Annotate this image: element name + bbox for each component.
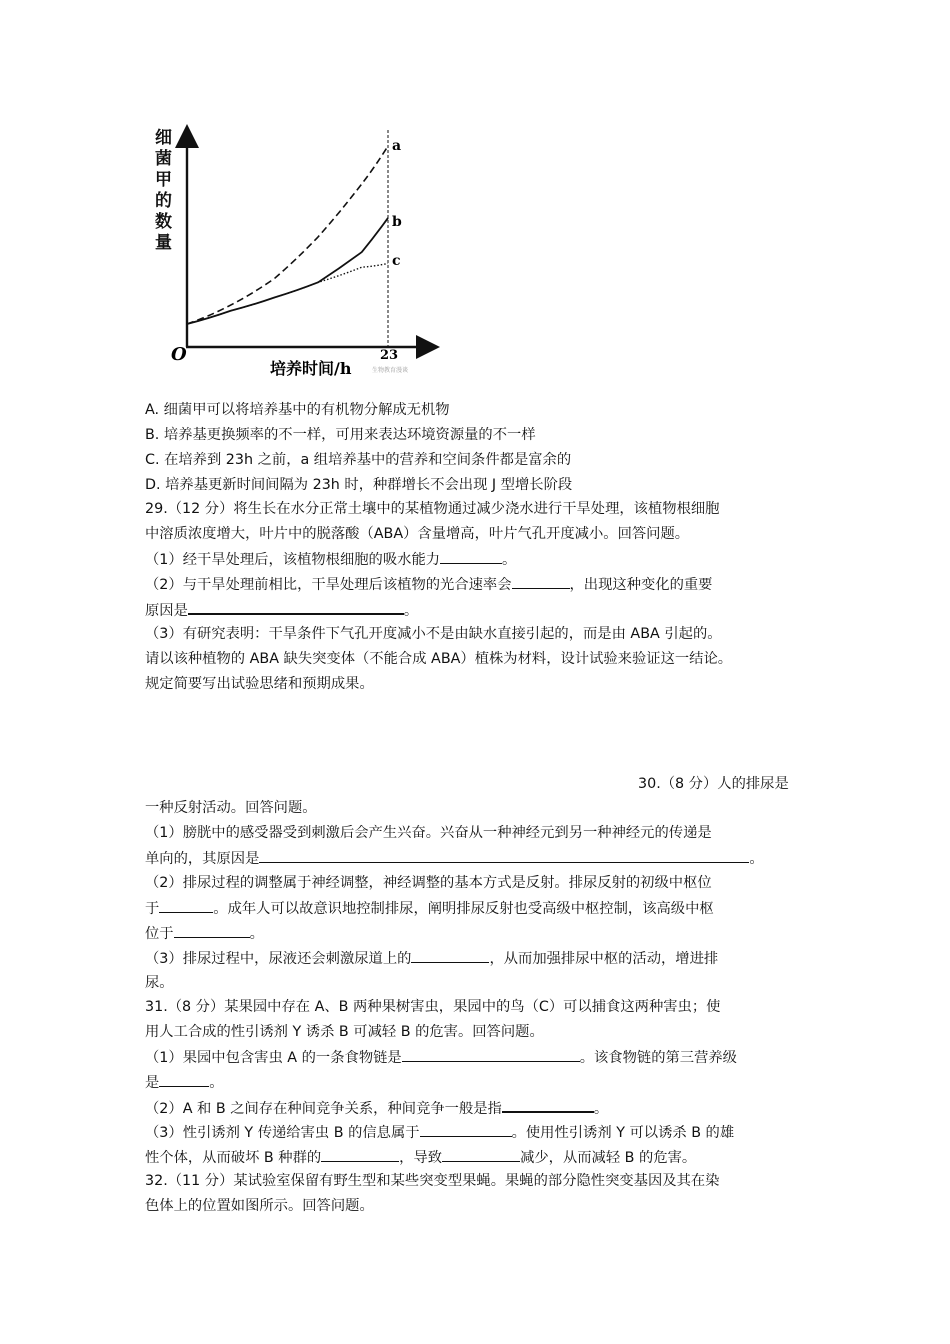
text-line-q29g [145,649,732,669]
text-line-q29c [145,549,516,570]
text-segment: 规定简要写出试验思绪和预期成果。 [145,676,374,692]
text-segment: （3）性引诱剂 Y 传递给害虫 B 的信息属于 [145,1125,420,1141]
text-line-q31a [145,997,720,1017]
text-segment: 29.（12 分）将生长在水分正常土壤中的某植物通过减少浇水进行干旱处理，该植物根细胞 [145,501,720,517]
text-line-q29b [145,524,689,544]
text-segment: 性个体，从而破坏 B 种群的 [145,1150,322,1166]
text-segment: B. 培养基更换频率的不一样，可用来表达环境资源量的不一样 [145,427,536,443]
text-segment: 是 [145,1075,160,1091]
text-segment: 用人工合成的性引诱剂 Y 诱杀 B 可减轻 B 的危害。回答问题。 [145,1024,544,1040]
text-segment: 位于 [145,926,174,942]
text-segment: ，从而加强排尿中枢的活动，增进排 [489,951,719,967]
text-segment: （2）排尿过程的调整属于神经调整，神经调整的基本方式是反射。排尿反射的初级中枢位 [145,875,712,891]
answer-blank[interactable] [159,898,213,913]
text-segment: 尿。 [145,975,174,991]
text-line-q30f [145,898,714,919]
text-segment: （1）膀胱中的感受器受到刺激后会产生兴奋。兴奋从一种神经元到另一种神经元的传递是 [145,825,712,841]
text-segment: 色体上的位置如图所示。回答问题。 [145,1198,374,1214]
series-a-label: a [392,138,402,154]
text-segment: （2）A 和 B 之间存在种间竞争关系，种间竞争一般是指 [145,1101,502,1117]
text-line-optC [145,450,571,470]
text-segment: 31.（8 分）某果园中存在 A、B 两种果树害虫，果园中的鸟（C）可以捕食这两种害虫；使 [145,999,721,1015]
text-line-q32b [145,1196,374,1216]
answer-blank[interactable] [259,848,749,863]
text-segment: （3）排尿过程中，尿液还会刺激尿道上的 [145,951,412,967]
bacteria-growth-chart [148,118,448,383]
text-line-q32a [145,1171,719,1191]
text-segment: 于 [145,901,160,917]
text-segment: 30.（8 分）人的排尿是 [638,776,789,792]
answer-blank[interactable] [159,1072,209,1087]
text-segment: 。 [749,851,764,867]
text-line-q29h [145,674,374,694]
text-segment: 减少，从而减轻 B 的危害。 [520,1150,697,1166]
text-segment: 。该食物链的第三营养级 [579,1050,737,1066]
answer-blank[interactable] [420,1122,512,1137]
text-segment: 中溶质浓度增大，叶片中的脱落酸（ABA）含量增高，叶片气孔开度减小。回答问题。 [145,526,690,542]
text-line-q29d [145,574,712,595]
text-line-q30e [145,873,712,893]
text-line-q31e [145,1097,608,1119]
text-line-q31b [145,1022,544,1042]
text-segment: 一种反射活动。回答问题。 [145,800,317,816]
text-segment: 。 [403,603,419,619]
text-segment: A. 细菌甲可以将培养基中的有机物分解成无机物 [145,402,450,418]
answer-blank[interactable] [411,948,489,963]
text-line-q30g [145,923,264,944]
text-segment: （3）有研究表明：干旱条件下气孔开度减小不是由缺水直接引起的，而是由 ABA 引起的。 [145,626,722,642]
text-segment: C. 在培养到 23h 之前，a 组培养基中的营养和空间条件都是富余的 [145,452,572,468]
answer-blank[interactable] [442,1147,520,1162]
text-line-q31g [145,1147,696,1168]
text-segment: 请以该种植物的 ABA 缺失突变体（不能合成 ABA）植株为材料，设计试验来验证这一结论。 [145,651,733,667]
text-line-q30b [145,798,317,818]
series-a-line [187,146,388,324]
text-line-q31f [145,1122,734,1143]
text-segment: （2）与干旱处理前相比，干旱处理后该植物的光合速率会 [145,577,512,593]
text-line-q30c [145,823,712,843]
text-segment: 。成年人可以故意识地控制排尿，阐明排尿反射也受高级中枢控制，该高级中枢 [213,901,714,917]
text-segment: 原因是 [145,603,188,619]
text-line-q29e [145,599,418,621]
answer-blank[interactable] [440,549,502,564]
text-segment: （1）经干旱处理后，该植物根细胞的吸水能力 [145,552,441,568]
watermark: 生物教育漫谈 [372,367,409,374]
text-segment: 32.（11 分）某试验室保留有野生型和某些突变型果蝇。果蝇的部分隐性突变基因及其在染 [145,1173,720,1189]
x-axis-label: 培养时间/h [270,359,352,378]
x-tick-23: 23 [380,348,399,363]
text-segment: 。 [502,552,517,568]
answer-blank[interactable] [502,1097,594,1113]
text-segment: 单向的，其原因是 [145,851,260,867]
answer-blank[interactable] [321,1147,399,1162]
text-line-q31d [145,1072,224,1093]
text-segment: 。 [249,926,264,942]
text-line-q30a [638,774,789,794]
answer-blank[interactable] [188,599,404,615]
text-segment: ，出现这种变化的重要 [569,577,713,593]
text-segment: 。使用性引诱剂 Y 可以诱杀 B 的雄 [511,1125,735,1141]
text-line-q30h [145,948,718,969]
y-axis-label: 细 菌 甲 的 数 量 [155,128,172,253]
series-b-line [187,218,388,324]
series-c-label: c [392,253,401,269]
text-segment: （1）果园中包含害虫 A 的一条食物链是 [145,1050,402,1066]
text-segment: ，导致 [399,1150,443,1166]
text-segment: D. 培养基更新时间间隔为 23h 时，种群增长不会出现 J 型增长阶段 [145,477,573,493]
text-line-optD [145,475,572,495]
text-line-q31c [145,1047,737,1068]
text-line-q30d [145,848,764,869]
series-b-label: b [392,214,402,230]
text-line-q30i [145,973,174,993]
answer-blank[interactable] [174,923,250,938]
text-line-optA [145,400,450,420]
text-line-q29f [145,624,722,644]
text-line-optB [145,425,536,445]
answer-blank[interactable] [402,1047,580,1062]
origin-label: O [171,344,187,365]
text-line-q29a [145,499,719,519]
text-segment: 。 [593,1101,609,1117]
answer-blank[interactable] [512,574,570,589]
text-segment: 。 [209,1075,224,1091]
